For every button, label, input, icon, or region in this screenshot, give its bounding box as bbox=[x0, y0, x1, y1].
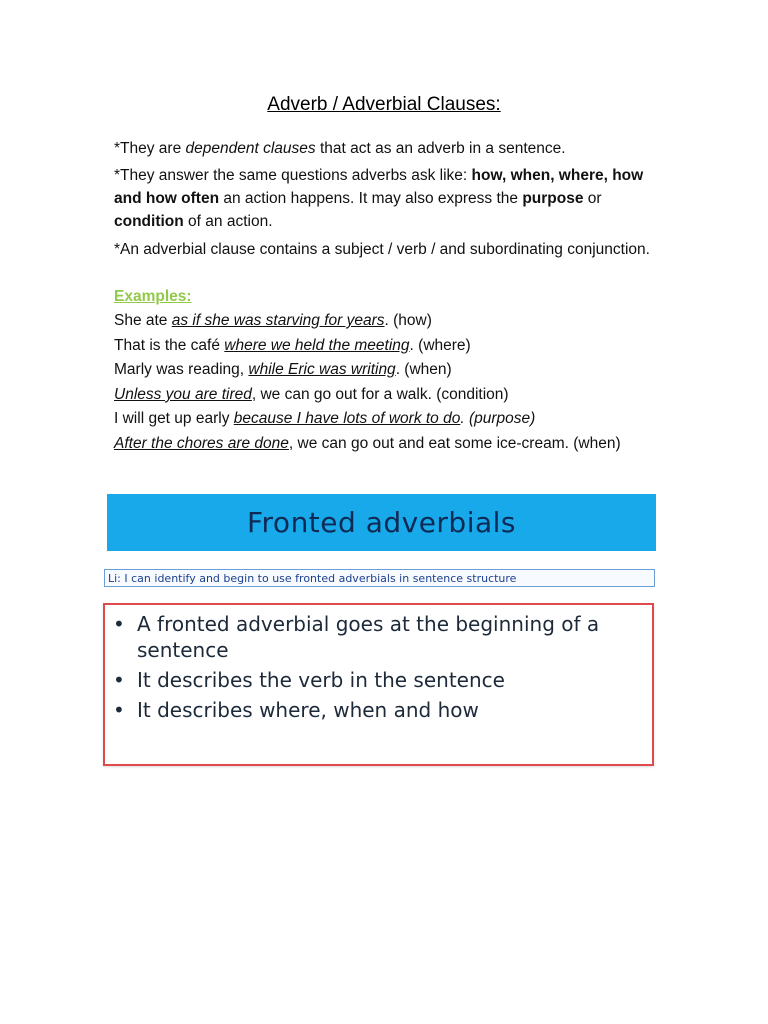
paragraph-questions: *They answer the same questions adverbs ask like: how, when, where, how and how often an action happens. It may also express the purpose or condition of an action. bbox=[114, 167, 644, 230]
banner-title: Fronted adverbials bbox=[246, 506, 517, 539]
example-line: She ate as if she was starving for years. (how) bbox=[114, 312, 432, 329]
bullet-box bbox=[103, 603, 654, 766]
bullet-item: • A fronted adverbial goes at the beginning of a sentence bbox=[113, 612, 600, 662]
examples-list bbox=[114, 309, 714, 457]
bold-purpose: purpose bbox=[522, 190, 584, 207]
paragraph-structure: *An adverbial clause contains a subject / verb / and subordinating conjunction. bbox=[114, 241, 650, 258]
paragraph-definition: *They are dependent clauses that act as an adverb in a sentence. bbox=[114, 140, 566, 157]
example-line: I will get up early because I have lots of work to do. (purpose) bbox=[114, 410, 536, 428]
learning-intention: Li: I can identify and begin to use fronted adverbials in sentence structure bbox=[104, 569, 655, 587]
bullet-item: • It describes the verb in the sentence bbox=[113, 668, 505, 692]
example-line: After the chores are done, we can go out and eat some ice-cream. (when) bbox=[114, 434, 621, 452]
example-clause: After the chores are done bbox=[114, 434, 289, 452]
example-clause: because I have lots of work to do bbox=[233, 410, 461, 428]
bullet-list bbox=[113, 611, 644, 727]
example-line: That is the café where we held the meeting. (where) bbox=[114, 336, 471, 354]
bullet-icon: • bbox=[113, 668, 125, 692]
bold-question-words: how, when, where, how and how often bbox=[114, 167, 644, 207]
examples-heading: Examples: bbox=[114, 288, 192, 305]
example-clause: as if she was starving for years bbox=[171, 312, 385, 329]
bold-condition: condition bbox=[114, 213, 184, 230]
bullet-icon: • bbox=[113, 698, 125, 722]
bullet-icon: • bbox=[113, 612, 125, 636]
example-line: Unless you are tired, we can go out for a walk. (condition) bbox=[114, 385, 509, 403]
page-title: Adverb / Adverbial Clauses: bbox=[267, 94, 501, 115]
example-clause: where we held the meeting bbox=[224, 336, 410, 354]
example-clause: while Eric was writing bbox=[248, 361, 396, 379]
fronted-adverbials-banner bbox=[107, 494, 656, 551]
example-clause: Unless you are tired bbox=[114, 385, 252, 403]
emphasis-dependent-clauses: dependent clauses bbox=[185, 140, 316, 157]
example-line: Marly was reading, while Eric was writing. (when) bbox=[114, 361, 452, 379]
bullet-item: • It describes where, when and how bbox=[113, 698, 479, 722]
